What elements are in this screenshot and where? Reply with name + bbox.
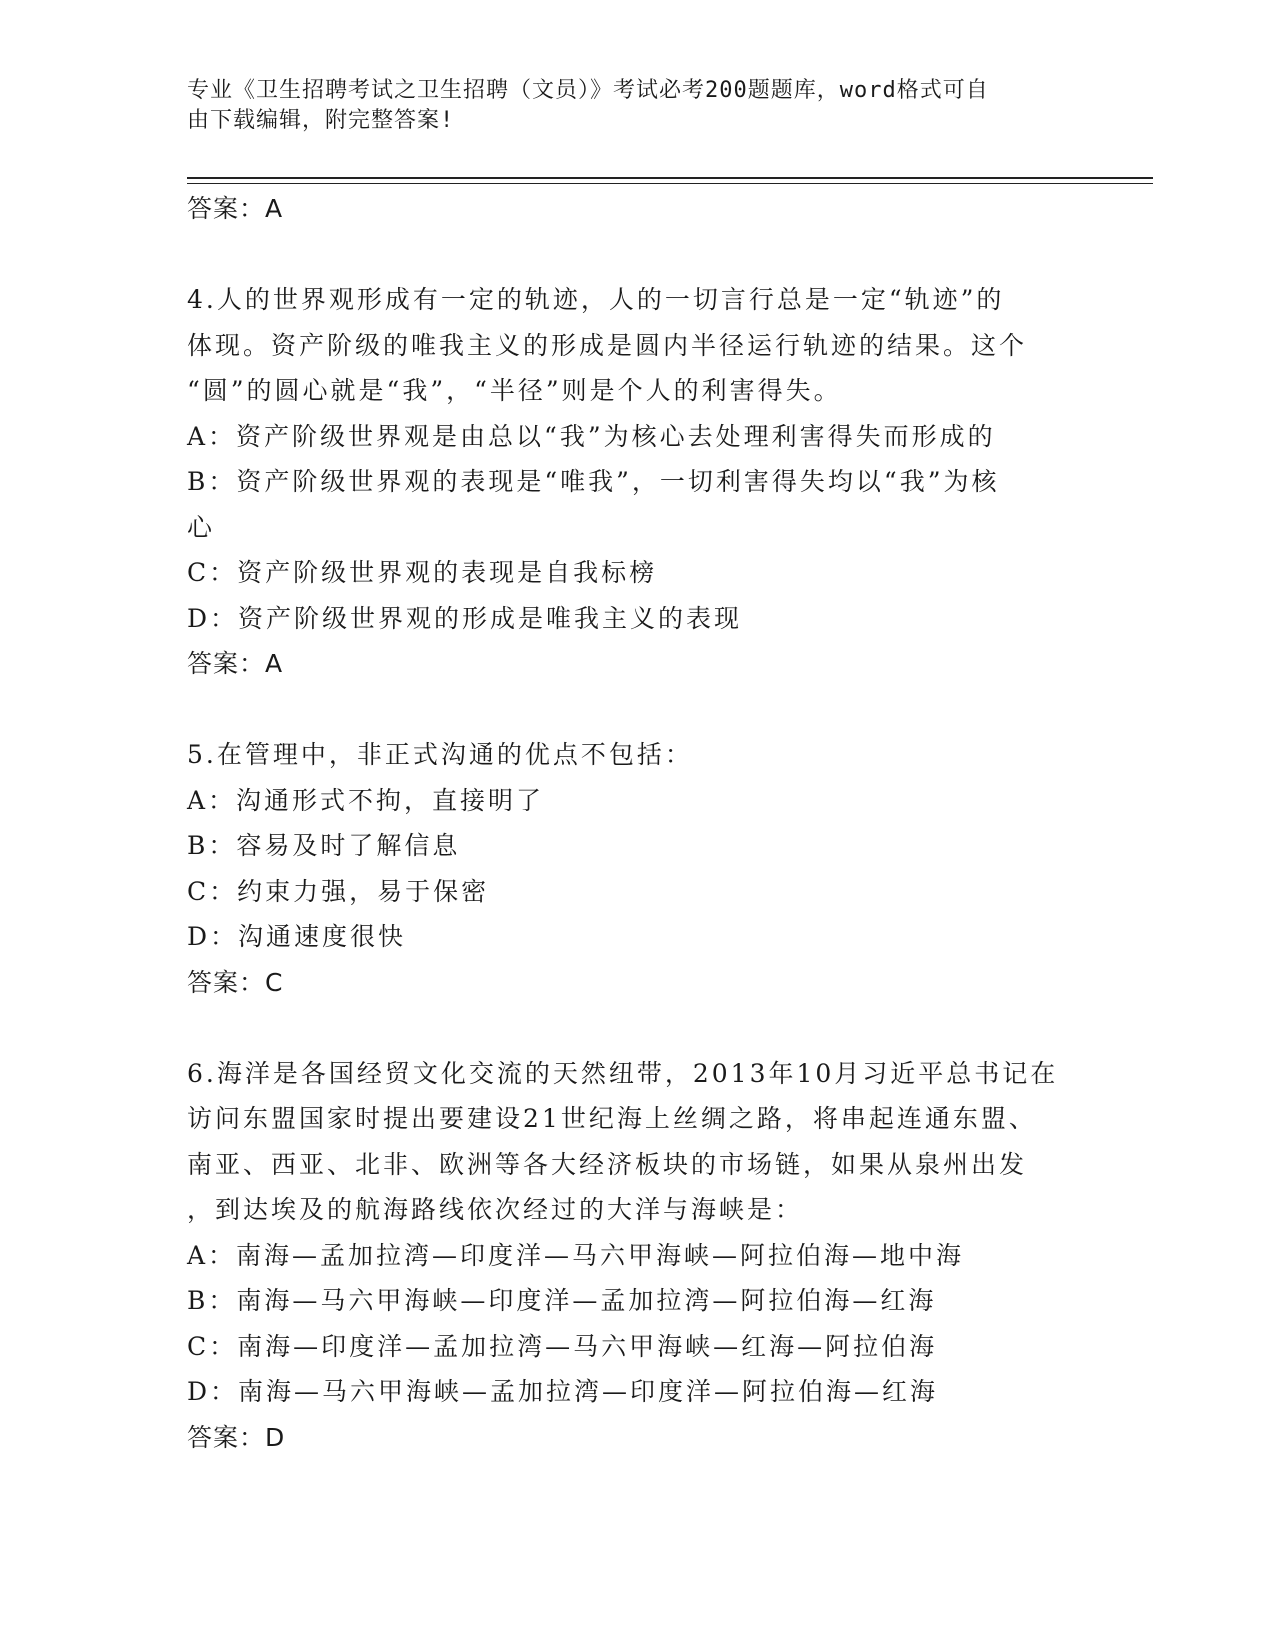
question-4-option-a: A：资产阶级世界观是由总以“我”为核心去处理利害得失而形成的: [187, 421, 996, 451]
question-5-option-d: D：沟通速度很快: [187, 922, 407, 951]
question-6-option-a: A：南海—孟加拉湾—印度洋—马六甲海峡—阿拉伯海—地中海: [187, 1240, 965, 1270]
question-4-option-c: C：资产阶级世界观的表现是自我标榜: [187, 558, 658, 587]
question-5-option-b: B：容易及时了解信息: [187, 831, 461, 860]
spacer: [187, 1005, 1087, 1051]
question-4-option-b-line-2: 心: [187, 512, 216, 542]
question-6-answer: 答案：D: [187, 1422, 286, 1452]
question-5: [187, 732, 1087, 1005]
question-6-stem-line-1: 6.海洋是各国经贸文化交流的天然纽带，2013年10月习近平总书记在: [187, 1058, 1059, 1088]
question-5-stem: 5.在管理中，非正式沟通的优点不包括：: [187, 740, 693, 769]
previous-answer: 答案：A: [187, 194, 284, 223]
question-6-stem-line-3: 南亚、西亚、北非、欧洲等各大经济板块的市场链，如果从泉州出发: [187, 1149, 1028, 1179]
spacer: [187, 687, 1087, 733]
question-5-option-c: C：约束力强，易于保密: [187, 876, 490, 906]
question-4-stem-line-2: 体现。资产阶级的唯我主义的形成是圆内半径运行轨迹的结果。这个: [187, 330, 1028, 360]
question-4: [187, 277, 1087, 687]
question-4-option-d: D：资产阶级世界观的形成是唯我主义的表现: [187, 603, 743, 633]
document-body: [187, 186, 1087, 1460]
header-rule-thick: [187, 177, 1153, 179]
question-5-option-a: A：沟通形式不拘，直接明了: [187, 785, 545, 815]
question-6-option-b: B：南海—马六甲海峡—印度洋—孟加拉湾—阿拉伯海—红海: [187, 1286, 937, 1315]
question-4-option-b-line-1: B：资产阶级世界观的表现是“唯我”，一切利害得失均以“我”为核: [187, 467, 1000, 496]
question-5-answer: 答案：C: [187, 967, 284, 997]
question-4-answer: 答案：A: [187, 649, 284, 678]
question-6-stem-line-4: ，到达埃及的航海路线依次经过的大洋与海峡是：: [187, 1195, 804, 1224]
question-4-stem-line-3: “圆”的圆心就是“我”，“半径”则是个人的利害得失。: [187, 376, 842, 405]
question-4-stem-line-1: 4.人的世界观形成有一定的轨迹，人的一切言行总是一定“轨迹”的: [187, 285, 1005, 314]
question-6-option-c: C：南海—印度洋—孟加拉湾—马六甲海峡—红海—阿拉伯海: [187, 1331, 938, 1361]
spacer: [187, 232, 1087, 278]
question-6-stem-line-2: 访问东盟国家时提出要建设21世纪海上丝绸之路，将串起连通东盟、: [187, 1104, 1037, 1133]
header-line-2: 由下载编辑，附完整答案!: [187, 108, 455, 133]
header-rule-thin: [187, 183, 1153, 184]
question-6-option-d: D：南海—马六甲海峡—孟加拉湾—印度洋—阿拉伯海—红海: [187, 1377, 939, 1406]
header-line-1: 专业《卫生招聘考试之卫生招聘（文员）》考试必考200题题库，word格式可自: [187, 78, 989, 103]
document-header: [187, 76, 1087, 136]
question-6: [187, 1051, 1087, 1461]
